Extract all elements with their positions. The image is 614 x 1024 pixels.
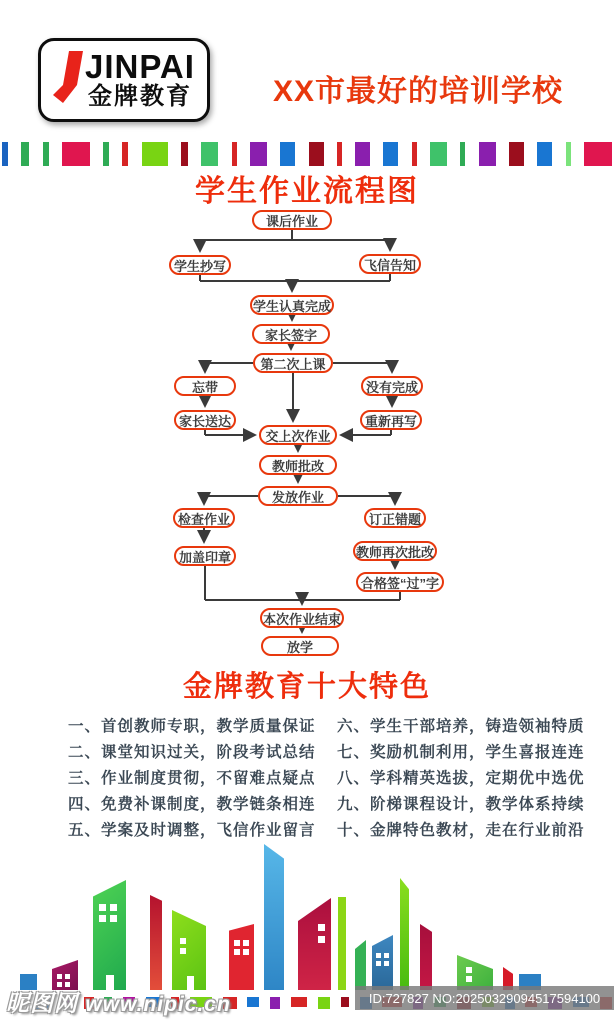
flow-node-dierci-shangke: 第二次上课: [253, 353, 333, 373]
stripe-block: [355, 142, 370, 166]
flow-node-jiancha-zuoye: 检查作业: [173, 508, 235, 528]
stripe-block: [537, 142, 552, 166]
feature-item: 五、学案及时调整，飞信作业留言: [68, 822, 316, 839]
base-block: [341, 997, 349, 1007]
school-tagline: XX市最好的培训学校: [272, 75, 564, 108]
stripe-block: [509, 142, 524, 166]
logo-name-en: JINPAI: [85, 48, 195, 85]
stripe-block: [250, 142, 267, 166]
city-skyline: [0, 840, 614, 990]
stripe-block: [62, 142, 90, 166]
flow-node-wangdai: 忘带: [174, 376, 236, 396]
flow-node-zaici-pigai: 教师再次批改: [353, 541, 437, 561]
building: [457, 955, 493, 990]
stripe-block: [142, 142, 168, 166]
flow-node-hege-qian-guo: 合格签“过”字: [356, 572, 444, 592]
building: [298, 898, 331, 990]
base-block: [247, 997, 259, 1007]
feature-item: 二、课堂知识过关，阶段考试总结: [68, 744, 316, 761]
stripe-block: [201, 142, 218, 166]
building: [400, 878, 409, 990]
stripe-block: [479, 142, 496, 166]
building: [372, 935, 393, 990]
stripe-block: [383, 142, 398, 166]
logo-name-cn: 金牌教育: [87, 83, 192, 110]
flow-node-fangxue: 放学: [261, 636, 339, 656]
feature-item: 八、学科精英选拔，定期优中选优: [337, 770, 585, 787]
feature-item: 九、阶梯课程设计，教学体系持续: [337, 796, 585, 813]
jinpai-logo: [38, 38, 210, 122]
features-column-right: [307, 714, 614, 844]
building: [355, 940, 366, 990]
building: [338, 897, 346, 990]
flow-node-fafang-zuoye: 发放作业: [258, 486, 338, 506]
features-column-left: [0, 714, 316, 844]
logo-text: [85, 50, 195, 110]
stripe-block: [460, 142, 465, 166]
flowchart-title: 学生作业流程图: [195, 175, 419, 208]
flow-node-kehou-zuoye: 课后作业: [252, 210, 332, 230]
feature-item: 六、学生干部培养，铸造领袖特质: [337, 718, 585, 735]
feature-item: 三、作业制度贯彻，不留难点疑点: [68, 770, 316, 787]
flow-node-jiazhang-qianzi: 家长签字: [252, 324, 330, 344]
stock-id-text: ID:727827 NO:20250329094517594100: [368, 990, 601, 1006]
flow-node-xuesheng-chaoxie: 学生抄写: [169, 255, 231, 275]
stripe-block: [584, 142, 612, 166]
stripe-block: [337, 142, 342, 166]
stripe-block: [2, 142, 8, 166]
flow-node-jiao-shangci: 交上次作业: [259, 425, 337, 445]
flow-node-feixin-gaozhi: 飞信告知: [359, 254, 421, 274]
red-j-icon: [53, 51, 87, 109]
flow-node-jiazhang-songda: 家长送达: [174, 410, 236, 430]
stripe-block: [412, 142, 417, 166]
building: [420, 924, 432, 990]
flow-node-jiagai-yinzhang: 加盖印章: [174, 546, 236, 566]
feature-item: 四、免费补课制度，教学链条相连: [68, 796, 316, 813]
flow-node-dingzheng-cuoti: 订正错题: [364, 508, 426, 528]
building: [150, 895, 162, 990]
feature-item: 十、金牌特色教材，走在行业前沿: [337, 822, 585, 839]
flow-node-renzhen-wancheng: 学生认真完成: [250, 295, 334, 315]
stripe-block: [566, 142, 571, 166]
feature-item: 一、首创教师专职，教学质量保证: [68, 718, 316, 735]
watermark-site-name: 昵图网: [6, 990, 78, 1016]
stripe-block: [103, 142, 109, 166]
building: [229, 924, 254, 990]
stripe-block: [21, 142, 29, 166]
watermark-url: www.nipic.cn: [85, 993, 231, 1016]
feature-item: 七、奖励机制利用，学生喜报连连: [337, 744, 585, 761]
features-title: 金牌教育十大特色: [182, 671, 431, 703]
features-list: [0, 714, 614, 844]
watermark: [6, 985, 231, 1018]
base-block: [291, 997, 307, 1007]
stripe-block: [43, 142, 49, 166]
flow-node-jiaoshi-pigai: 教师批改: [259, 455, 337, 475]
stripe-block: [309, 142, 324, 166]
base-block: [270, 997, 280, 1009]
stripe-block: [430, 142, 447, 166]
stripe-block: [280, 142, 295, 166]
building: [264, 844, 284, 990]
flow-node-meiyou-wancheng: 没有完成: [361, 376, 423, 396]
flow-node-zuoye-jieshu: 本次作业结束: [260, 608, 344, 628]
flow-node-chongxin-zaixie: 重新再写: [360, 410, 422, 430]
stripe-block: [181, 142, 188, 166]
building: [93, 880, 126, 990]
building: [172, 910, 206, 990]
stripe-block: [122, 142, 128, 166]
stripe-block: [232, 142, 237, 166]
color-stripe: [2, 142, 612, 166]
stock-id-bar: [355, 986, 614, 1010]
homework-flowchart: [0, 206, 614, 668]
base-block: [318, 997, 330, 1009]
